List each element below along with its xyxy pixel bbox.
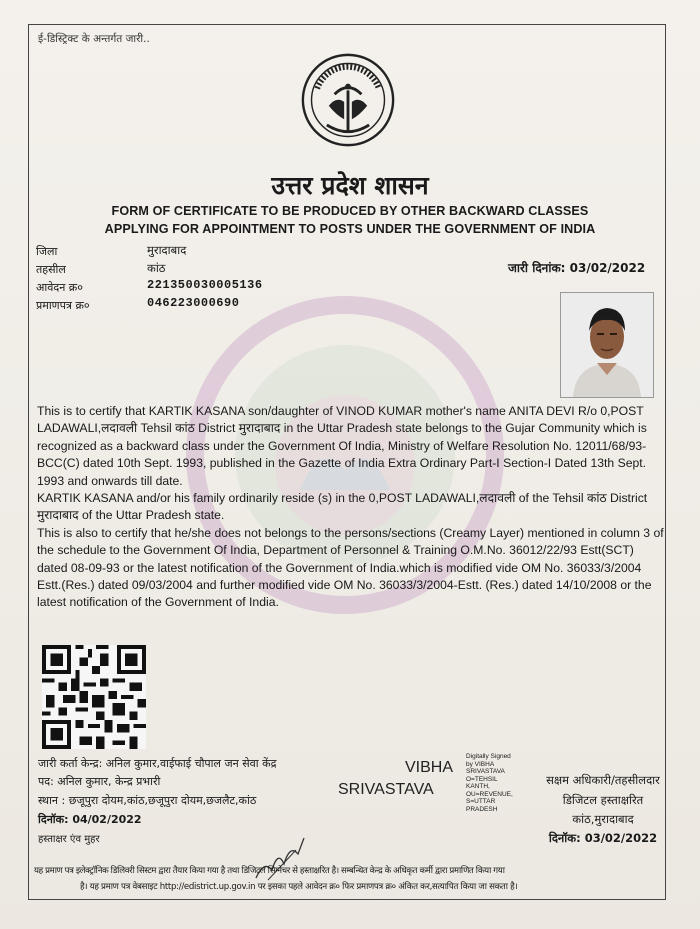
certificate-body bbox=[37, 403, 665, 612]
form-subtitle-1: FORM OF CERTIFICATE TO BE PRODUCED BY OTHER BACKWARD CLASSES bbox=[111, 204, 589, 218]
issuer-post: पद: अनिल कुमार, केन्द्र प्रभारी bbox=[38, 775, 161, 788]
issuer-place: स्थान : छजूपुरा दोयम,कांठ,छजूपुरा दोयम,छजलैट,कांठ bbox=[38, 794, 257, 807]
footer-line-1: यह प्रमाण पत्र इलेक्ट्रॉनिक डिलिवरी सिस्टम द्वारा तैयार किया गया है तथा डिजिटल सिग्नेचर से हस्ताक्षरित है। सम्बन्धित केन्द्र के अधिकृत कर्मी द्वारा प्रमाणित किया गया bbox=[34, 866, 505, 876]
issue-date: जारी दिनांक: 03/02/2022 bbox=[508, 261, 646, 275]
field-label-certificate-no: प्रमाणपत्र क्र० bbox=[36, 299, 90, 312]
field-value-tehsil: कांठ bbox=[147, 261, 166, 275]
form-subtitle-2: APPLYING FOR APPOINTMENT TO POSTS UNDER THE GOVERNMENT OF INDIA bbox=[104, 222, 596, 236]
issuing-center: जारी कर्ता केन्द्र: अनिल कुमार,वाईफाई चौपाल जन सेवा केंद्र bbox=[38, 757, 277, 770]
edistrict-tag: ई-डिस्ट्रिक्ट के अन्तर्गत जारी.. bbox=[38, 33, 150, 45]
body-paragraph-1: This is to certify that KARTIK KASANA son/daughter of VINOD KUMAR mother's name ANITA DEVI R/o 0,POST LADAWALI,लदावली Tehsil कांठ District मुरादाबाद in the Uttar Pradesh state belongs to the Gujar Community which is recognized as a backward class under the Government Of India, Ministry of Welfare Resolution No. 12011/68/93-BCC(C) dated 10th Sept. 1993, published in the Gazette of India Extra Ordinary Part-I Section-I Dated 13th Sept. 1993 and onwards till date. bbox=[37, 404, 647, 488]
field-value-district: मुरादाबाद bbox=[147, 243, 187, 257]
body-paragraph-2: KARTIK KASANA and/or his family ordinarily reside (s) in the 0,POST LADAWALI,लदावली of the Tehsil कांठ District मुरादाबाद of the Uttar Pradesh state. bbox=[37, 491, 648, 523]
footer-line-2: है। यह प्रमाण पत्र वेबसाइट http://edistrict.up.gov.in पर इसका पहले आवेदन क्र० फिर प्रमाणपत्र क्र० अंकित कर,सत्यापित किया जा सकता है। bbox=[80, 882, 518, 892]
up-government-emblem-icon bbox=[300, 52, 396, 148]
field-label-application-no: आवेदन क्र० bbox=[36, 281, 83, 294]
signer-name-1: VIBHA bbox=[405, 759, 454, 776]
signer-name-2: SRIVASTAVA bbox=[338, 781, 434, 798]
authority-location: कांठ,मुरादाबाद bbox=[572, 812, 634, 826]
body-paragraph-3: This is also to certify that he/she does not belongs to the persons/sections (Creamy Layer) mentioned in column 3 of the schedule to the Government Of India, Department of Personnel & Training O.M.No. 36012/22/93 Estt(SCT) dated 08-09-93 or the latest notification of the Government of India.which is modified vide OM No. 36033/3/2004 Estt.(Res.) dated 09/03/2004 and further modified vide OM No. 36033/3/2004-Estt. (Res.) dated 14/10/2008 or the latest notification of the Government of India. bbox=[37, 525, 664, 610]
qr-code-icon bbox=[42, 645, 146, 749]
authority-digital-signed: डिजिटल हस्ताक्षरित bbox=[562, 793, 644, 807]
signature-seal-label: हस्ताक्षर एंव मुहर bbox=[38, 834, 100, 845]
field-label-district: जिला bbox=[36, 245, 58, 258]
applicant-photo bbox=[560, 292, 654, 398]
person-photo-icon bbox=[561, 293, 653, 397]
authority-title: सक्षम अधिकारी/तहसीलदार bbox=[546, 773, 660, 787]
field-label-tehsil: तहसील bbox=[36, 263, 66, 276]
document-title: उत्तर प्रदेश शासन bbox=[271, 171, 429, 200]
field-value-application-no: 221350030005136 bbox=[147, 278, 263, 292]
issuer-date: दिनॉक: 04/02/2022 bbox=[38, 813, 142, 826]
field-value-certificate-no: 046223000690 bbox=[147, 296, 240, 310]
signature-details: Digitally Signed by VIBHA SRIVASTAVA O=TEHSIL KANTH, OU=REVENUE, S=UTTAR PRADESH bbox=[466, 753, 513, 813]
authority-date: दिनॉक: 03/02/2022 bbox=[548, 831, 658, 845]
